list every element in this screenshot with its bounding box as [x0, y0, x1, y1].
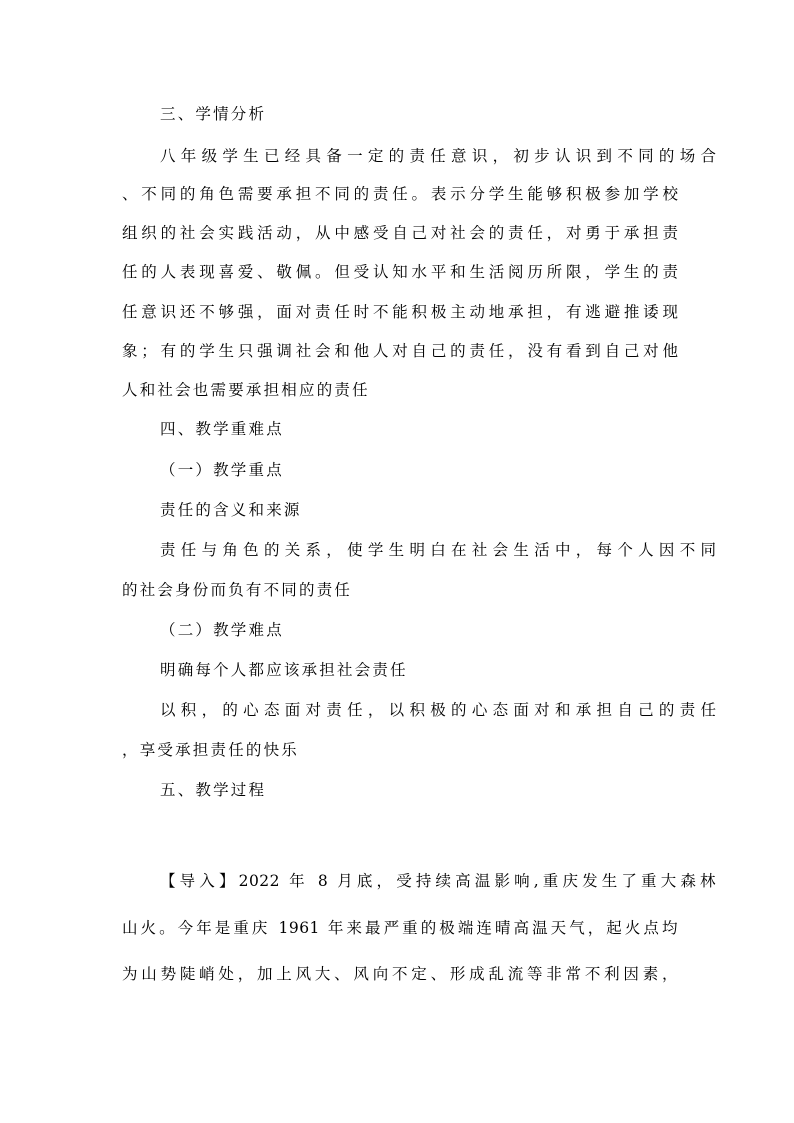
paragraph-line: 组织的社会实践活动，从中感受自己对社会的责任，对勇于承担责: [122, 224, 678, 242]
paragraph-line: 以积，的心态面对责任，以积极的心态面对和承担自己的责任: [160, 701, 716, 719]
paragraph-line: 象；有的学生只强调社会和他人对自己的责任，没有看到自己对他: [122, 342, 678, 360]
paragraph-line: 任的人表现喜爱、敬佩。但受认知水平和生活阅历所限，学生的责: [122, 263, 678, 281]
paragraph-line: 为山势陡峭处，加上风大、风向不定、形成乱流等非常不利因素，: [122, 965, 678, 983]
paragraph-line: 八年级学生已经具备一定的责任意识，初步认识到不同的场合: [160, 147, 716, 165]
subheading-key-point: （一）教学重点: [160, 461, 284, 479]
subheading-difficult-point: （二）教学难点: [160, 621, 284, 639]
paragraph-line: 责任的含义和来源: [160, 501, 302, 519]
section-heading-learning-analysis: 三、学情分析: [160, 105, 267, 123]
paragraph-line: 的社会身份而负有不同的责任: [122, 581, 353, 599]
section-heading-key-points: 四、教学重难点: [160, 420, 284, 438]
section-heading-teaching-process: 五、教学过程: [160, 781, 267, 799]
paragraph-line: 明确每个人都应该承担社会责任: [160, 661, 408, 679]
paragraph-line: ，享受承担责任的快乐: [122, 741, 300, 759]
paragraph-line: 责任与角色的关系，使学生明白在社会生活中，每个人因不同: [160, 541, 716, 559]
paragraph-line: 任意识还不够强，面对责任时不能积极主动地承担，有逃避推诿现: [122, 303, 678, 321]
paragraph-line: 【导入】2022 年 8 月底，受持续高温影响,重庆发生了重大森林: [160, 872, 716, 890]
paragraph-line: 人和社会也需要承担相应的责任: [122, 381, 370, 399]
paragraph-line: 山火。今年是重庆 1961 年来最严重的极端连晴高温天气，起火点均: [122, 919, 678, 937]
paragraph-line: 、不同的角色需要承担不同的责任。表示分学生能够积极参加学校: [122, 185, 678, 203]
